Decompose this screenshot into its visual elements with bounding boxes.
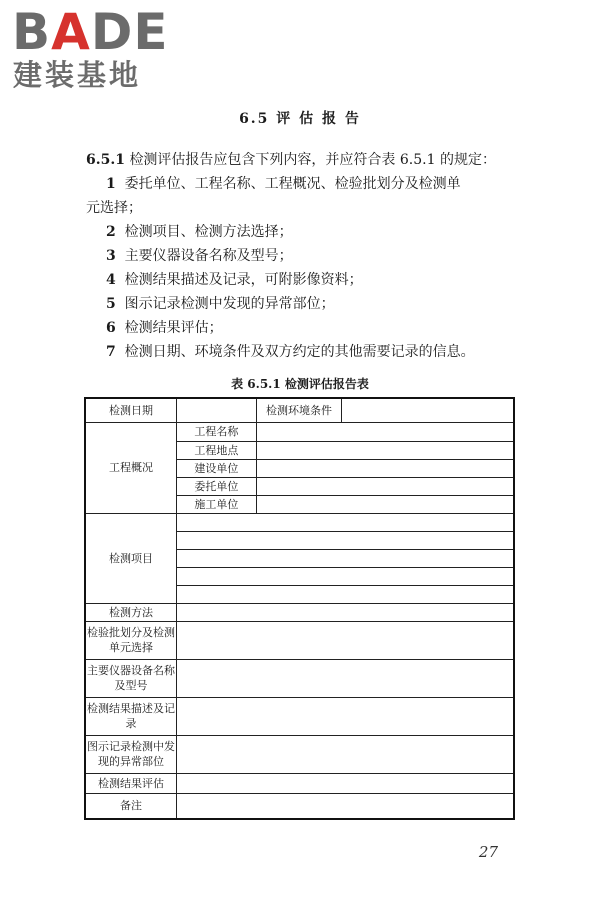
date-label: 检测日期: [85, 398, 177, 422]
logo-wordmark: BADE: [12, 3, 169, 61]
project-value: [177, 585, 514, 603]
list-item: 4 检测结果描述及记录，可附影像资料；: [106, 272, 363, 288]
result-label: 检测结果描述及记录: [85, 697, 177, 735]
list-item: 6 检测结果评估；: [106, 320, 223, 336]
overview-field: 建设单位: [177, 459, 257, 477]
table-row: [85, 793, 514, 819]
table-caption: 表 6.5.1 检测评估报告表: [231, 377, 369, 391]
overview-value: [256, 441, 514, 459]
env-label: 检测环境条件: [256, 398, 342, 422]
overview-field: 委托单位: [177, 477, 257, 495]
report-table: [84, 397, 515, 820]
result-value: [177, 697, 514, 735]
table-row: [85, 697, 514, 735]
project-value: [177, 531, 514, 549]
table-row: [85, 773, 514, 793]
table-row: [85, 621, 514, 659]
overview-field: 工程地点: [177, 441, 257, 459]
batch-value: [177, 621, 514, 659]
list-item: 5 图示记录检测中发现的异常部位；: [106, 296, 335, 312]
overview-value: [256, 459, 514, 477]
method-label: 检测方法: [85, 603, 177, 621]
method-value: [177, 603, 514, 621]
remark-label: 备注: [85, 793, 177, 819]
table-row: [85, 422, 514, 441]
overview-label: 工程概况: [85, 422, 177, 513]
remark-value: [177, 793, 514, 819]
list-item: 7 检测日期、环境条件及双方约定的其他需要记录的信息。: [106, 344, 475, 360]
evaluation-label: 检测结果评估: [85, 773, 177, 793]
project-label: 检测项目: [85, 513, 177, 603]
brand-logo: [12, 3, 182, 96]
overview-value: [256, 422, 514, 441]
table-row: [85, 513, 514, 531]
list-item: 1 委托单位、工程名称、工程概况、检验批划分及检测单: [106, 176, 461, 192]
clause-heading: [86, 148, 518, 172]
overview-value: [256, 477, 514, 495]
logo-subtitle: 建装基地: [13, 58, 142, 92]
clause-text: 检测评估报告应包含下列内容，并应符合表 6.5.1 的规定：: [129, 152, 496, 168]
abnormal-label: 图示记录检测中发现的异常部位: [85, 735, 177, 773]
overview-field: 工程名称: [177, 422, 257, 441]
overview-value: [256, 495, 514, 513]
section-title: 6.5 评 估 报 告: [239, 111, 361, 127]
table-row: [85, 398, 514, 422]
project-value: [177, 567, 514, 585]
page-number: 27: [478, 843, 498, 861]
table-row: [85, 659, 514, 697]
list-item-continuation: 元选择；: [86, 200, 142, 216]
date-value: [177, 398, 257, 422]
overview-field: 施工单位: [177, 495, 257, 513]
list-item: 2 检测项目、检测方法选择；: [106, 224, 293, 240]
list-item: 3 主要仪器设备名称及型号；: [106, 248, 293, 264]
project-value: [177, 513, 514, 531]
instrument-value: [177, 659, 514, 697]
abnormal-value: [177, 735, 514, 773]
batch-label: 检验批划分及检测单元选择: [85, 621, 177, 659]
env-value: [342, 398, 514, 422]
clause-number: 6.5.1: [86, 152, 125, 168]
instrument-label: 主要仪器设备名称及型号: [85, 659, 177, 697]
evaluation-value: [177, 773, 514, 793]
table-row: [85, 603, 514, 621]
project-value: [177, 549, 514, 567]
table-row: [85, 735, 514, 773]
